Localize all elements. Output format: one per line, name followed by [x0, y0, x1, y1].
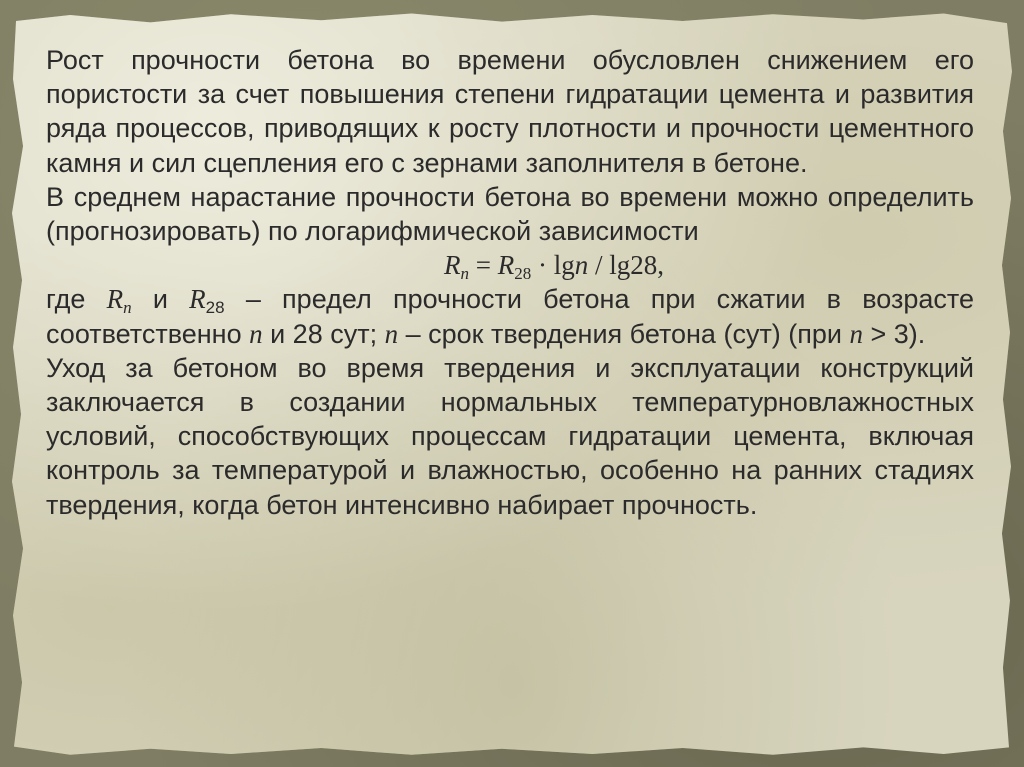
formula-tail: / lg28, — [588, 250, 664, 281]
formula — [46, 248, 974, 282]
formula-sub28: 28 — [514, 264, 532, 284]
paragraph-4: Уход за бетоном во время твердения и эксплуатации конструкций заключается в создании нормальных температурновлажностных условий, способствующих процессам гидратации цемента, включая контроль за температурой и влажностью, особенно на ранних стадиях твердения, когда бетон интенсивно набирает прочность. — [46, 352, 974, 520]
p3-part5: – срок твердения бетона (сут) (при — [398, 318, 850, 349]
p3-n1: n — [249, 318, 263, 349]
formula-mid: · lg — [531, 250, 575, 281]
p3-sub1: n — [123, 298, 132, 318]
p3-n3: n — [849, 318, 864, 349]
slide-text-block — [46, 43, 974, 522]
p3-r1: R — [106, 284, 124, 315]
p3-part2: и — [131, 284, 190, 315]
paragraph-1: Рост прочности бетона во времени обусловлен снижением его пористости за счет повышения степени гидратации цемента и развития ряда процессов, приводящих к росту плотности и прочности цементного камня и сил сцепления его с зернами заполнителя в бетоне. — [46, 45, 974, 178]
p3-sub2: 28 — [205, 298, 225, 318]
formula-n-sub: n — [460, 264, 469, 284]
p3-part3: – предел прочности бетона при сжатии в возрасте соответственно — [46, 284, 974, 349]
formula-eq: = — [469, 250, 498, 281]
p3-part1: где — [46, 284, 107, 315]
formula-n: n — [574, 250, 589, 281]
p3-r2: R — [189, 284, 206, 315]
paragraph-2: В среднем нарастание прочности бетона во времени можно определить (прогнозировать) по логарифмической зависимости — [46, 181, 974, 247]
p3-n2: n — [384, 318, 399, 349]
formula-r: R — [444, 250, 461, 281]
paragraph-3 — [46, 282, 974, 350]
formula-r28: R — [497, 250, 515, 281]
p3-part6: > 3). — [863, 318, 926, 349]
p3-part4: и 28 сут; — [262, 318, 385, 349]
